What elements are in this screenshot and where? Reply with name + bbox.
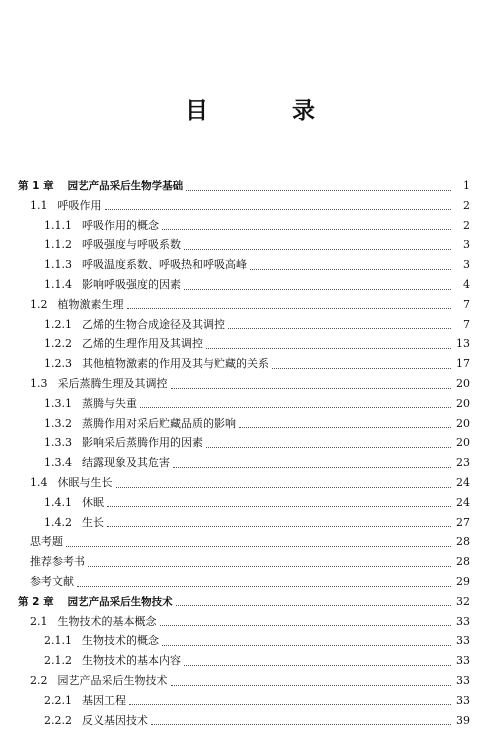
toc-entry-title: 推荐参考书 [30,555,85,569]
toc-entry[interactable] [30,473,470,493]
toc-entry-label [44,516,104,530]
toc-entry-title: 植物激素生理 [57,297,124,311]
toc-entry-page-number: 13 [456,337,470,351]
toc-entry-page-number: 2 [463,218,470,232]
toc-entry-number: 2.2 [30,674,48,687]
toc-entry-number: 2.2.1 [44,693,72,707]
dot-leader [250,269,451,270]
dot-leader [184,289,451,290]
toc-entry-title: 乙烯的生理作用及其调控 [82,337,203,351]
toc-entry[interactable] [44,493,470,513]
toc-entry-title: 反义基因技术 [82,713,148,727]
dot-leader [127,308,452,309]
toc-entry-label [44,258,247,272]
toc-entry-title: 生物技术的基本概念 [57,614,157,628]
toc-entry-label [44,318,225,332]
toc-entry[interactable] [30,552,470,572]
toc-entry-title: 思考题 [30,535,63,549]
toc-entry[interactable] [44,394,470,414]
toc-entry-label [30,615,157,629]
toc-entry-number: 1.1.4 [44,278,72,291]
toc-entry-page-number: 32 [456,594,470,608]
toc-entry-title: 结露现象及其危害 [82,456,170,470]
toc-entry-label [44,337,203,351]
toc-entry-number: 2.2.2 [44,713,72,727]
toc-entry[interactable] [30,671,470,691]
toc-entry-label [44,436,203,450]
toc-entry-title: 影响采后蒸腾作用的因素 [82,436,203,450]
toc-entry[interactable] [30,374,470,394]
toc-entry-label [44,714,148,728]
toc-entry-title: 参考文献 [30,575,74,588]
toc-entry[interactable] [44,275,470,295]
toc-entry[interactable] [44,354,470,374]
toc-entry-title: 园艺产品采后生物技术 [67,595,173,608]
toc-entry-label [44,238,181,252]
toc-entry[interactable] [44,235,470,255]
dot-leader [228,328,451,329]
toc-entry-title: 休眠 [82,495,104,509]
toc-entry-page-number: 3 [463,258,470,272]
toc-entry-label [30,535,63,549]
toc-entry[interactable] [44,711,470,731]
toc-entry-number: 1.3.1 [44,396,72,410]
toc-entry-number: 1.3.4 [44,456,72,470]
toc-entry-page-number: 33 [456,654,470,668]
toc-entry-label [30,575,74,589]
toc-entry-label [30,377,168,391]
dot-leader [151,724,451,725]
toc-entry-number: 1.2 [30,297,48,311]
toc-entry-number: 1.2.1 [44,317,72,331]
toc-entry[interactable] [30,612,470,632]
dot-leader [105,209,452,210]
toc-entry-page-number: 4 [463,278,470,291]
toc-entry-number: 1.3.3 [44,436,72,450]
toc-entry[interactable] [44,216,470,236]
toc-entry-label [18,595,173,609]
toc-entry-page-number: 23 [456,456,470,470]
toc-entry-page-number: 33 [456,614,470,628]
toc-entry-number: 1.1.3 [44,258,72,272]
toc-entry-title: 乙烯的生物合成途径及其调控 [82,317,225,331]
toc-entry[interactable] [30,295,470,315]
toc-entry-page-number: 20 [456,377,470,390]
toc-entry-label [44,694,126,708]
dot-leader [173,467,451,468]
toc-entry-page-number: 33 [456,674,470,687]
toc-entry-title: 呼吸强度与呼吸系数 [82,238,181,252]
toc-entry-number: 1.2.2 [44,337,72,351]
dot-leader [186,190,451,191]
toc-entry[interactable] [30,532,470,552]
toc-entry-title: 园艺产品采后生物技术 [57,674,168,687]
toc-entry-page-number: 7 [463,317,470,331]
toc-entry-page-number: 33 [456,634,470,648]
toc-entry-title: 休眠与生长 [57,476,113,489]
dot-leader [171,685,452,686]
toc-entry-title: 影响呼吸强度的因素 [82,278,181,291]
toc-entry[interactable] [44,433,470,453]
toc-entry[interactable] [44,513,470,533]
toc-entry-page-number: 39 [456,713,470,727]
toc-entry-title: 呼吸温度系数、呼吸热和呼吸高峰 [82,258,247,272]
dot-leader [272,368,451,369]
toc-entry-number: 第 2 章 [18,595,54,608]
toc-entry-number: 2.1 [30,614,48,628]
toc-entry-label [30,674,168,688]
toc-entry-page-number: 20 [456,436,470,450]
toc-entry[interactable] [44,651,470,671]
dot-leader [77,586,451,587]
toc-entry-page-number: 33 [456,693,470,707]
toc-entry[interactable] [18,592,470,612]
dot-leader [184,665,451,666]
toc-entry-number: 1.1.2 [44,238,72,252]
toc-entry-title: 基因工程 [82,693,126,707]
toc-entry-label [30,476,113,490]
toc-entry-number: 1.3 [30,377,48,390]
toc-entry-page-number: 20 [456,396,470,410]
dot-leader [184,249,451,250]
toc-entry-number: 1.4 [30,476,48,489]
toc-entry-page-number: 20 [456,416,470,430]
dot-leader [206,447,451,448]
dot-leader [162,645,451,646]
toc-entry-label [44,496,104,510]
toc-entry-number: 第 1 章 [18,180,54,192]
toc-entry-number: 1.2.3 [44,357,72,371]
toc-entry[interactable] [30,572,470,592]
toc-entry-title: 蒸腾与失重 [82,396,137,410]
toc-entry-page-number: 2 [463,198,470,212]
dot-leader [239,427,451,428]
dot-leader [88,566,451,567]
toc-entry-page-number: 1 [463,179,470,192]
toc-entry-label [44,634,159,648]
toc-entry[interactable] [30,196,470,216]
toc-entry-title: 采后蒸腾生理及其调控 [57,377,168,390]
toc-entry-label [30,298,124,312]
toc-entry-number: 1.1.1 [44,218,72,232]
toc-entry-title: 生物技术的基本内容 [82,654,181,668]
toc-entry-page-number: 7 [463,297,470,311]
toc-entry-title: 园艺产品采后生物学基础 [67,180,184,192]
toc-entry[interactable] [44,315,470,335]
page-title: 目 录 [184,98,353,124]
toc-entry-label [44,397,137,411]
toc-entry-number: 1.3.2 [44,416,72,430]
toc-entry-number: 1.4.1 [44,495,72,509]
dot-leader [140,407,451,408]
toc-entry[interactable] [18,176,470,196]
toc-entry-label [30,199,102,213]
toc-entry-title: 呼吸作用 [57,198,102,212]
toc-entry[interactable] [44,255,470,275]
toc-entry-label [44,456,170,470]
toc-entry-title: 其他植物激素的作用及其与贮藏的关系 [82,357,269,371]
toc-entry-number: 2.1.1 [44,634,72,648]
dot-leader [66,546,451,547]
toc-entry[interactable] [44,453,470,473]
toc-entry-label [44,357,269,371]
dot-leader [162,229,451,230]
toc-entry[interactable] [44,414,470,434]
dot-leader [176,605,451,606]
toc-entry[interactable] [44,691,470,711]
toc-entry-label [44,278,181,292]
toc-entry-page-number: 28 [456,535,470,549]
toc-entry[interactable] [44,631,470,651]
dot-leader [107,526,451,527]
dot-leader [129,704,451,705]
toc-entry-title: 蒸腾作用对采后贮藏品质的影响 [82,416,236,430]
toc-entry-title: 生物技术的概念 [82,634,159,648]
toc-entry-title: 生长 [82,515,104,529]
toc-entry-number: 2.1.2 [44,654,72,668]
dot-leader [116,487,452,488]
toc-entry-page-number: 24 [456,495,470,509]
toc-entry-label [30,555,85,569]
toc-entry-page-number: 28 [456,555,470,569]
toc-entry[interactable] [44,334,470,354]
toc-entry-label [18,179,183,193]
toc-entry-number: 1.4.2 [44,515,72,529]
toc-entry-page-number: 24 [456,476,470,489]
dot-leader [206,348,451,349]
dot-leader [107,506,451,507]
toc-entry-label [44,417,236,431]
toc-entry-page-number: 17 [456,357,470,371]
toc-entry-page-number: 29 [456,575,470,588]
toc-entry-label [44,654,181,668]
dot-leader [160,625,452,626]
toc-entry-page-number: 3 [463,238,470,252]
toc-entry-title: 呼吸作用的概念 [82,218,159,232]
toc-entry-label [44,219,159,233]
toc-entry-page-number: 27 [456,515,470,529]
toc-entry-number: 1.1 [30,198,48,212]
dot-leader [171,388,452,389]
